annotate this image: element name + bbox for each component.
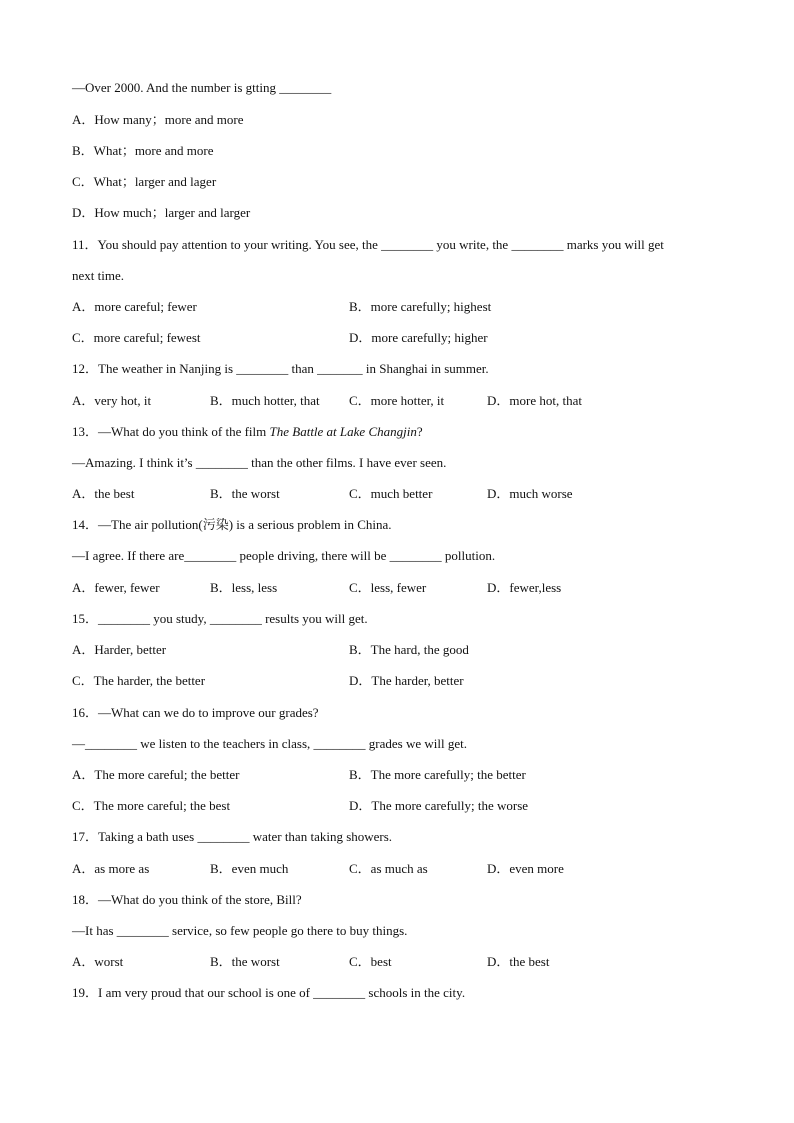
question-14-reply: —I agree. If there are________ people driving, there will be ________ pollution. [72,548,496,563]
q11-option-a: A．more careful; fewer [72,299,197,314]
q18-option-c: C．best [349,954,392,969]
question-12: 12．The weather in Nanjing is ________ than _______ in Shanghai in summer. [72,361,489,376]
q18-option-b: B．the worst [210,954,280,969]
q11-option-c: C．more careful; fewest [72,330,201,345]
q12-option-d: D．more hot, that [487,393,582,408]
question-16-reply: —________ we listen to the teachers in class, ________ grades we will get. [72,736,467,751]
q13-option-b: B．the worst [210,486,280,501]
question-13-end: ? [416,424,423,439]
question-18: 18．—What do you think of the store, Bill? [72,892,302,907]
question-18-reply: —It has ________ service, so few people go there to buy things. [72,923,408,938]
q17-option-b: B．even much [210,861,289,876]
question-16: 16．—What can we do to improve our grades? [72,705,319,720]
q15-option-c: C．The harder, the better [72,673,206,688]
question-11-cont: next time. [72,268,124,283]
question-13-reply: —Amazing. I think it’s ________ than the other films. I have ever seen. [72,455,447,470]
answer-line: —Over 2000. And the number is gtting ________ [72,80,332,95]
q18-option-d: D．the best [487,954,550,969]
q15-option-b: B．The hard, the good [349,642,469,657]
q15-option-a: A．Harder, better [72,642,167,657]
q17-option-c: C．as much as [349,861,428,876]
q16-option-a: A．The more careful; the better [72,767,240,782]
question-11: 11．You should pay attention to your writing. You see, the ________ you write, the ________ marks you will get [72,237,664,252]
option-b: B．What；more and more [72,143,214,158]
q12-option-c: C．more hotter, it [349,393,445,408]
q18-option-a: A．worst [72,954,124,969]
q13-option-c: C．much better [349,486,433,501]
question-13-text: 13．—What do you think of the film [72,424,270,439]
question-13 [72,423,423,441]
q14-option-d: D．fewer,less [487,580,562,595]
q17-option-a: A．as more as [72,861,150,876]
q12-option-b: B．much hotter, that [210,393,320,408]
option-c: C．What；larger and lager [72,174,217,189]
q16-option-c: C．The more careful; the best [72,798,231,813]
question-15: 15．________ you study, ________ results you will get. [72,611,368,626]
q15-option-d: D．The harder, better [349,673,464,688]
question-17: 17．Taking a bath uses ________ water than taking showers. [72,829,393,844]
q16-option-d: D．The more carefully; the worse [349,798,529,813]
option-d: D．How much；larger and larger [72,205,251,220]
q14-option-c: C．less, fewer [349,580,427,595]
q11-option-b: B．more carefully; highest [349,299,492,314]
q11-option-d: D．more carefully; higher [349,330,488,345]
option-a: A．How many；more and more [72,112,244,127]
question-14: 14．—The air pollution(污染) is a serious problem in China. [72,517,392,532]
q12-option-a: A．very hot, it [72,393,152,408]
film-title: The Battle at Lake Changjin [269,424,417,439]
q16-option-b: B．The more carefully; the better [349,767,526,782]
q14-option-b: B．less, less [210,580,278,595]
question-19: 19．I am very proud that our school is one of ________ schools in the city. [72,985,466,1000]
q13-option-a: A．the best [72,486,135,501]
q14-option-a: A．fewer, fewer [72,580,160,595]
q13-option-d: D．much worse [487,486,573,501]
q17-option-d: D．even more [487,861,564,876]
